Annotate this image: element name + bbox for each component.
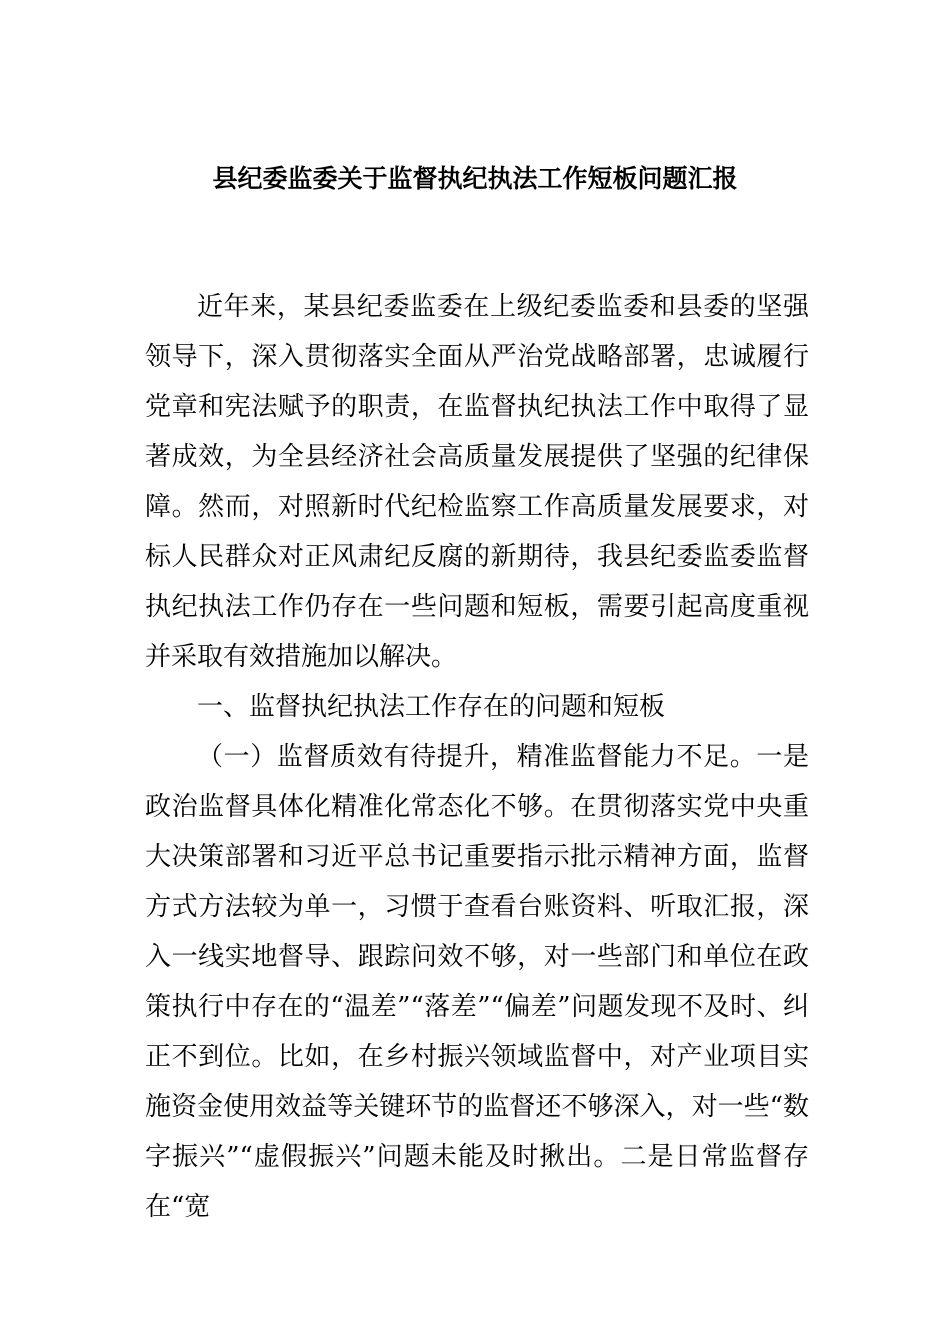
- paragraph-intro: 近年来，某县纪委监委在上级纪委监委和县委的坚强领导下，深入贯彻落实全面从严治党战略部署，忠诚履行党章和宪法赋予的职责，在监督执纪执法工作中取得了显著成效，为全县经济社会高质量发展提供了坚强的纪律保障。然而，对照新时代纪检监察工作高质量发展要求，对标人民群众对正风肃纪反腐的新期待，我县纪委监委监督执纪执法工作仍存在一些问题和短板，需要引起高度重视并采取有效措施加以解决。: [145, 292, 809, 672]
- document-body: [145, 282, 809, 1232]
- section-heading-1: 一、监督执纪执法工作存在的问题和短板: [197, 692, 666, 722]
- document-title: 县纪委监委关于监督执纪执法工作短板问题汇报: [212, 164, 738, 193]
- paragraph-subsection-1: （一）监督质效有待提升，精准监督能力不足。一是政治监督具体化精准化常态化不够。在贯彻落实党中央重大决策部署和习近平总书记重要指示批示精神方面，监督方式方法较为单一，习惯于查看台账资料、听取汇报，深入一线实地督导、跟踪问效不够，对一些部门和单位在政策执行中存在的“温差”“落差”“偏差”问题发现不及时、纠正不到位。比如，在乡村振兴领域监督中，对产业项目实施资金使用效益等关键环节的监督还不够深入，对一些“数字振兴”“虚假振兴”问题未能及时揪出。二是日常监督存在“宽: [145, 742, 809, 1222]
